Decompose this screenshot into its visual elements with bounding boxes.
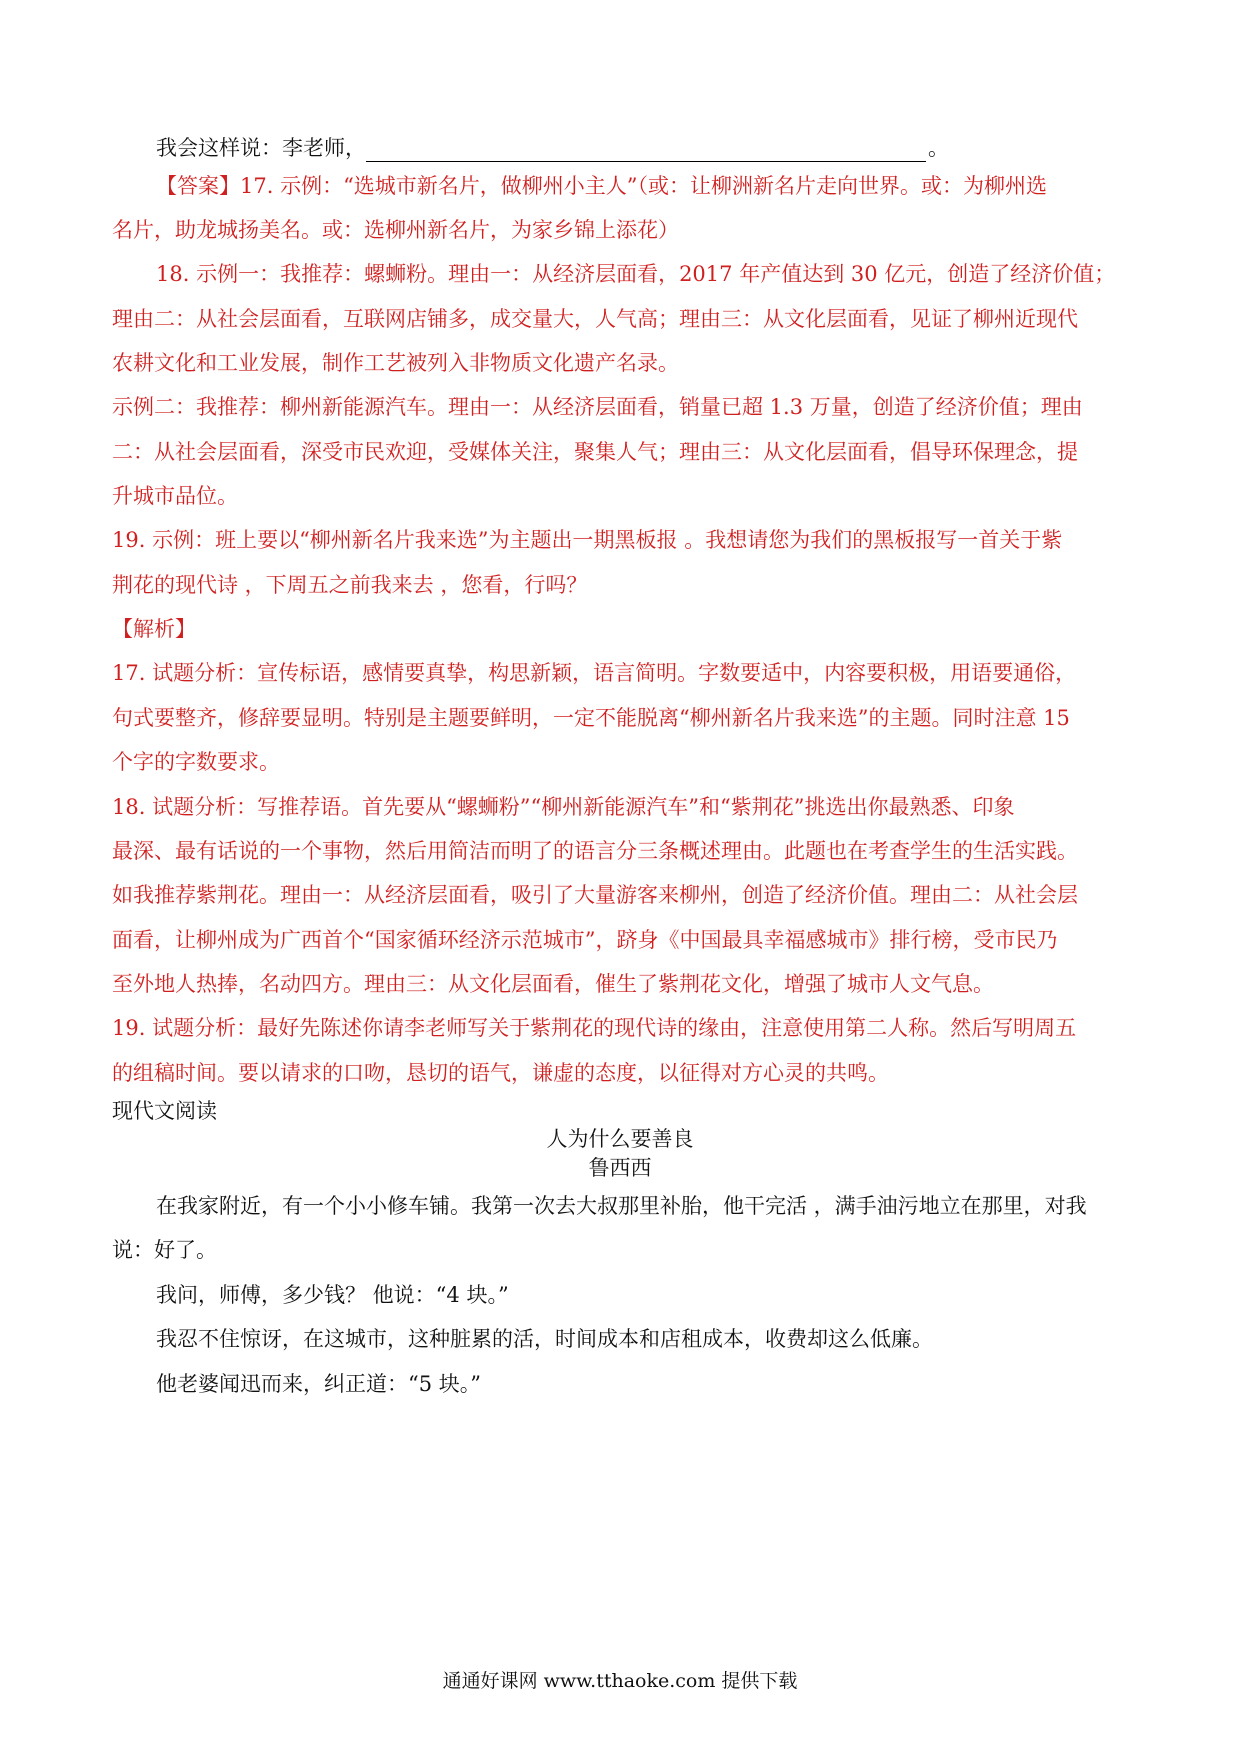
analysis-q18-line: 面看，让柳州成为广西首个“国家循环经济示范城市”，跻身《中国最具幸福感城市》排行榜，受市民乃: [112, 928, 1058, 952]
answer-q17-line: 【答案】17. 示例：“选城市新名片，做柳州小主人”（或：让柳洲新名片走向世界。或：为柳州选: [156, 174, 1048, 198]
answer-q18-line: 升城市品位。: [112, 484, 238, 508]
analysis-heading: 【解析】: [112, 617, 196, 641]
analysis-q18-line: 18. 试题分析：写推荐语。首先要从“螺蛳粉”“柳州新能源汽车”和“紫荆花”挑选出你最熟悉、印象: [112, 795, 1015, 819]
article-paragraph: 他老婆闻迅而来，纠正道：“5 块。”: [156, 1372, 482, 1396]
section-label: 现代文阅读: [112, 1099, 217, 1123]
article-paragraph-line: 在我家附近，有一个小小修车铺。我第一次去大叔那里补胎，他干完活 ，满手油污地立在那里，对我: [156, 1194, 1087, 1218]
fill-in-prefix: 我会这样说：李老师，: [156, 136, 366, 160]
analysis-q18-line: 如我推荐紫荆花。理由一：从经济层面看，吸引了大量游客来柳州，创造了经济价值。理由二：从社会层: [112, 883, 1078, 907]
answer-blank[interactable]: [366, 139, 926, 162]
analysis-q19-line: 的组稿时间。要以请求的口吻，恳切的语气，谦虚的态度，以征得对方心灵的共鸣。: [112, 1061, 889, 1085]
answer-q18-line: 理由二：从社会层面看，互联网店铺多，成交量大，人气高；理由三：从文化层面看，见证了柳州近现代: [112, 307, 1078, 331]
answer-q19-line: 荆花的现代诗 ，下周五之前我来去 ，您看，行吗？: [112, 573, 588, 597]
article-paragraph: 我忍不住惊讶，在这城市，这种脏累的活，时间成本和店租成本，收费却这么低廉。: [156, 1327, 933, 1351]
analysis-q19-line: 19. 试题分析：最好先陈述你请李老师写关于紫荆花的现代诗的缘由，注意使用第二人称。然后写明周五: [112, 1016, 1077, 1040]
analysis-q18-line: 至外地人热捧，名动四方。理由三：从文化层面看，催生了紫荆花文化，增强了城市人文气息。: [112, 972, 994, 996]
page-footer: 通通好课网 www.tthaoke.com 提供下载: [442, 1670, 798, 1692]
analysis-q17-line: 个字的字数要求。: [112, 750, 280, 774]
article-title: 人为什么要善良: [546, 1127, 694, 1151]
article-author: 鲁西西: [588, 1156, 652, 1180]
answer-q19-line: 19. 示例：班上要以“柳州新名片我来选”为主题出一期黑板报 。我想请您为我们的黑板报写一首关于紫: [112, 528, 1063, 552]
analysis-q18-line: 最深、最有话说的一个事物，然后用简洁而明了的语言分三条概述理由。此题也在考查学生的生活实践。: [112, 839, 1078, 863]
answer-q18-line: 农耕文化和工业发展，制作工艺被列入非物质文化遗产名录。: [112, 351, 679, 375]
analysis-q17-line: 句式要整齐，修辞要显明。特别是主题要鲜明，一定不能脱离“柳州新名片我来选”的主题。同时注意 15: [112, 706, 1070, 730]
answer-q18-line: 18. 示例一：我推荐：螺蛳粉。理由一：从经济层面看，2017 年产值达到 30 亿元，创造了经济价值；: [156, 262, 1116, 286]
answer-q17-line: 名片，助龙城扬美名。或：选柳州新名片，为家乡锦上添花）: [112, 218, 679, 242]
article-paragraph: 我问，师傅，多少钱？ 他说：“4 块。”: [156, 1283, 509, 1307]
answer-q18-line: 二：从社会层面看，深受市民欢迎，受媒体关注，聚集人气；理由三：从文化层面看，倡导环保理念，提: [112, 440, 1078, 464]
answer-q18-line: 示例二：我推荐：柳州新能源汽车。理由一：从经济层面看，销量已超 1.3 万量，创造了经济价值；理由: [112, 395, 1083, 419]
fill-in-suffix: 。: [928, 136, 949, 160]
analysis-q17-line: 17. 试题分析：宣传标语，感情要真挚，构思新颖，语言简明。字数要适中，内容要积极，用语要通俗，: [112, 661, 1077, 685]
article-paragraph-line: 说：好了。: [112, 1238, 217, 1262]
fill-in-line: [156, 134, 1176, 162]
